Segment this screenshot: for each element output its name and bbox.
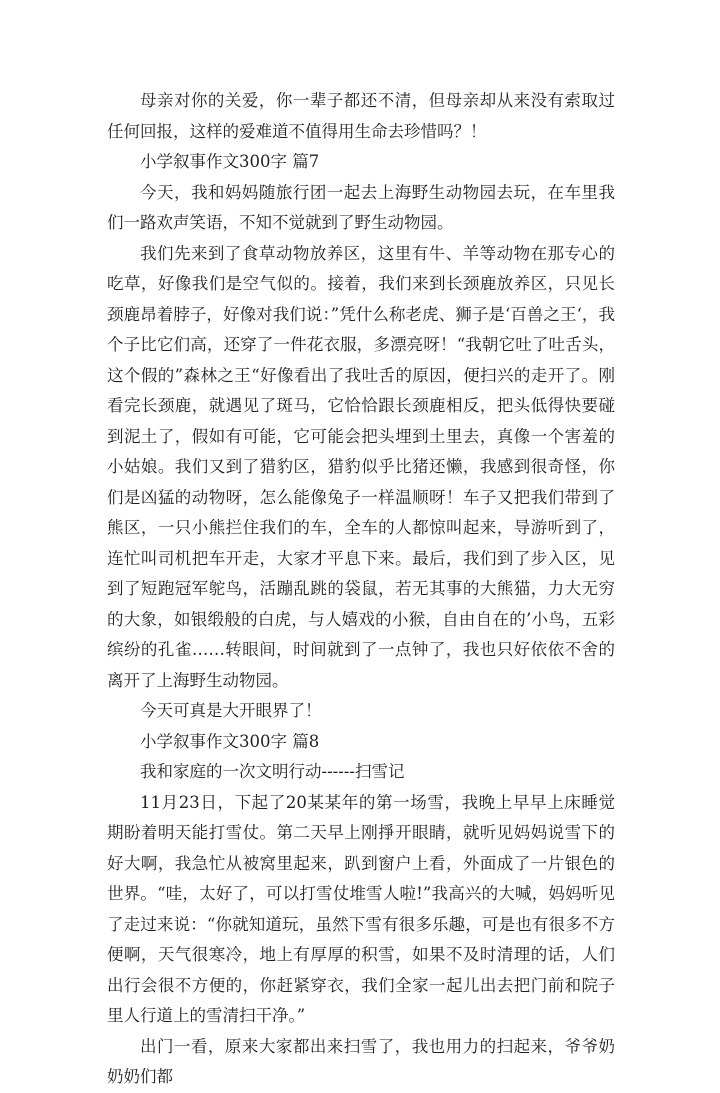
section-heading-8: 小学叙事作文300字 篇8 [140,731,320,751]
paragraph-snow-story: 11月23日，下起了20某某年的第一场雪，我晚上早早上床睡觉期盼着明天能打雪仗。第二天早上刚掙开眼睛，就听见妈妈说雪下的好大啊，我急忙从被窝里起来，趴到窗户上看，外面成了一片银色的世界。“哇，太好了，可以打雪仗堆雪人啦!”我高兴的大喊，妈妈听见了走过来说：“你就知道玩，虽然下雪有很多乐趣，可是也有很多不方便啊，天气很寒冷，地上有厚厚的积雪，如果不及时清理的话，人们出行会很不方便的，你赶紧穿衣，我们全家一起儿出去把门前和院子里人行道上的雪清扫干净。” [107,792,615,1025]
section-heading-7: 小学叙事作文300字 篇7 [140,152,320,171]
paragraph-snow-sweeping: 出门一看，原来大家都出来扫雪了，我也用力的扫起来，爷爷奶奶奶们都 [107,1036,615,1086]
paragraph-snow-title: 我和家庭的一次文明行动------扫雪记 [140,762,405,781]
paragraph-zoo-intro: 今天，我和妈妈随旅行团一起去上海野生动物园去玩，在车里我们一路欢声笑语，不知不觉就到了野生动物园。 [107,182,615,232]
paragraph-mother-love: 母亲对你的关爱，你一辈子都还不清，但母亲却从来没有索取过任何回报，这样的爱难道不值得用生命去珍惜吗？！ [107,91,615,141]
document-body [107,86,615,1093]
paragraph-zoo-conclusion: 今天可真是大开眼界了！ [140,701,322,720]
paragraph-zoo-animals: 我们先来到了食草动物放养区，这里有牛、羊等动物在那专心的吃草，好像我们是空气似的。接着，我们来到长颈鹿放养区，只见长颈鹿昂着脖子，好像对我们说：”凭什么称老虎、狮子是‘百兽之王‘，我个子比它们高，还穿了一件花衣服，多漂亮呀！“我朝它吐了吐舌头，这个假的”森林之王“好像看出了我吐舌的原因，便扫兴的走开了。刚看完长颈鹿，就遇见了斑马，它恰恰跟长颈鹿相反，把头低得快要碰到泥土了，假如有可能，它可能会把头埋到土里去，真像一个害羞的小姑娘。我们又到了猎豹区，猎豹似乎比猪还懒，我感到很奇怪，你们是凶猛的动物呀，怎么能像兔子一样温顺呀！车子又把我们带到了熊区，一只小熊拦住我们的车，全车的人都惊叫起来，导游听到了，连忙叫司机把车开走，大家才平息下来。最后，我们到了步入区，见到了短跑冠军鸵鸟，活蹦乱跳的袋鼠，若无其事的大熊猫，力大无穷的大象，如银缎般的白虎，与人嬉戏的小猴，自由自在的’小鸟，五彩缤纷的孔雀……转眼间，时间就到了一点钟了，我也只好依依不舍的离开了上海野生动物园。 [107,243,615,690]
